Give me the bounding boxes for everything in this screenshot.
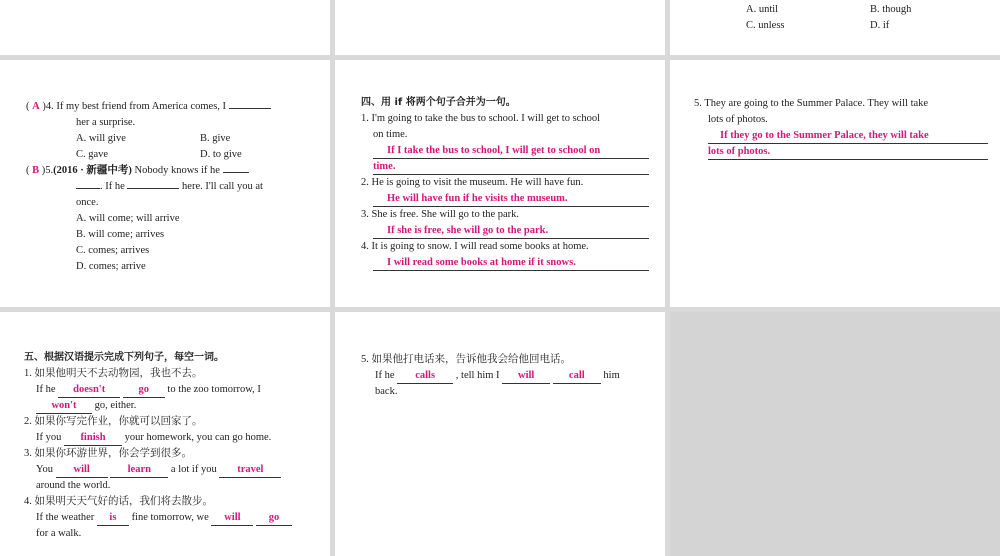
option-a: A. until [746, 4, 779, 15]
s4-a1-rule-1 [373, 158, 649, 159]
s5-q4-blank-2: will [211, 511, 253, 526]
option-b: B. though [870, 4, 912, 15]
q5-option-a: A. will come; will arrive [76, 213, 180, 224]
q5-line2: . If he here. I'll call you at [76, 179, 263, 195]
q5-option-d: D. comes; arrive [76, 261, 146, 272]
s4-a4: I will read some books at home if it snows. [387, 257, 576, 268]
s5-q1-cn: 1. 如果他明天不去动物园，我也不去。 [24, 368, 203, 379]
s5-q3-blank-1: will [56, 463, 108, 478]
s5-q4-blank-1: is [97, 511, 129, 526]
q4-option-c: C. gave [76, 149, 109, 160]
s4-q4: 4. It is going to snow. I will read some books at home. [361, 241, 589, 252]
s5-q3-cn: 3. 如果你环游世界，你会学到很多。 [24, 448, 192, 459]
panel-section-5 [0, 312, 330, 556]
q4-option-a: A. will give [76, 133, 126, 144]
s5-q3-blank-2: learn [110, 463, 168, 478]
s4-a5-line1: If they go to the Summer Palace, they will take [720, 130, 929, 141]
s5-q5-line1: If he calls , tell him I will call him [375, 368, 620, 384]
s5-q2-cn: 2. 如果你写完作业，你就可以回家了。 [24, 416, 203, 427]
section-4-title: 四、用 if 将两个句子合并为一句。 [361, 97, 516, 108]
q5-answer: B [32, 165, 40, 176]
s5-q3-line1: You will learn a lot if you travel [36, 462, 281, 478]
panel-top-left [0, 0, 330, 55]
s4-q5-line2: lots of photos. [708, 114, 768, 125]
q5-blank-3 [127, 188, 179, 189]
panel-section-4-continued [670, 60, 1000, 307]
q4-line1: ( A )4. If my best friend from America comes, I [26, 99, 271, 115]
panel-section-5-continued [335, 312, 665, 556]
s5-q5-line2: back. [375, 386, 398, 397]
s5-q4-line1: If the weather is fine tomorrow, we will go [36, 510, 292, 526]
s5-q5-blank-1: calls [397, 369, 453, 384]
q5-line1: ( B )5.(2016 · 新疆中考) Nobody knows if he [26, 163, 249, 179]
s4-q3: 3. She is free. She will go to the park. [361, 209, 520, 220]
s4-a5-rule-2 [708, 159, 988, 160]
q5-option-b: B. will come; arrives [76, 229, 165, 240]
s5-q5-blank-2: will [502, 369, 550, 384]
s4-q1-line1: 1. I'm going to take the bus to school. I will get to school [361, 113, 600, 124]
s5-q2-blank-1: finish [64, 431, 122, 446]
s5-q3-blank-3: travel [219, 463, 281, 478]
s5-q1-line1: If he doesn't go to the zoo tomorrow, I [36, 382, 261, 398]
s4-q1-line2: on time. [373, 129, 408, 140]
s5-q5-cn: 5. 如果他打电话来，告诉他我会给他回电话。 [361, 354, 571, 365]
s5-q1-line2: won't go, either. [36, 398, 136, 414]
panel-multiple-choice [0, 60, 330, 307]
s4-a1-line1: If I take the bus to school, I will get to school on [387, 145, 601, 156]
s4-a5-line2: lots of photos. [708, 146, 771, 157]
s5-q4-cn: 4. 如果明天天气好的话，我们将去散步。 [24, 496, 213, 507]
option-c: C. unless [746, 20, 785, 31]
q4-option-d: D. to give [200, 149, 242, 160]
s4-a4-rule [373, 270, 649, 271]
panel-empty-gray [670, 312, 1000, 556]
q4-option-b: B. give [200, 133, 231, 144]
s4-q5-line1: 5. They are going to the Summer Palace. They will take [694, 98, 929, 109]
s5-q4-blank-3: go [256, 511, 292, 526]
s5-q1-blank-2: go [123, 383, 165, 398]
s5-q3-line2: around the world. [36, 480, 111, 491]
panel-section-4 [335, 60, 665, 307]
q5-line3: once. [76, 197, 99, 208]
s5-q5-blank-3: call [553, 369, 601, 384]
s5-q4-line2: for a walk. [36, 528, 82, 539]
section-5-title: 五、根据汉语提示完成下列句子，每空一词。 [24, 352, 224, 363]
q5-option-c: C. comes; arrives [76, 245, 150, 256]
q5-blank-2 [76, 188, 100, 189]
panel-top-middle [335, 0, 665, 55]
s4-a1-line2: time. [373, 161, 396, 172]
panel-top-right [670, 0, 1000, 55]
s5-q1-blank-1: doesn't [58, 383, 120, 398]
s4-a3: If she is free, she will go to the park. [387, 225, 549, 236]
q4-answer: A [32, 101, 40, 112]
s5-q2-line1: If you finish your homework, you can go home. [36, 430, 271, 446]
q5-blank-1 [223, 172, 249, 173]
s5-q1-blank-3: won't [36, 399, 92, 414]
q4-line2: her a surprise. [76, 117, 136, 128]
option-d: D. if [870, 20, 890, 31]
s4-q2: 2. He is going to visit the museum. He will have fun. [361, 177, 584, 188]
s4-a2: He will have fun if he visits the museum. [387, 193, 568, 204]
q4-blank [229, 108, 271, 109]
